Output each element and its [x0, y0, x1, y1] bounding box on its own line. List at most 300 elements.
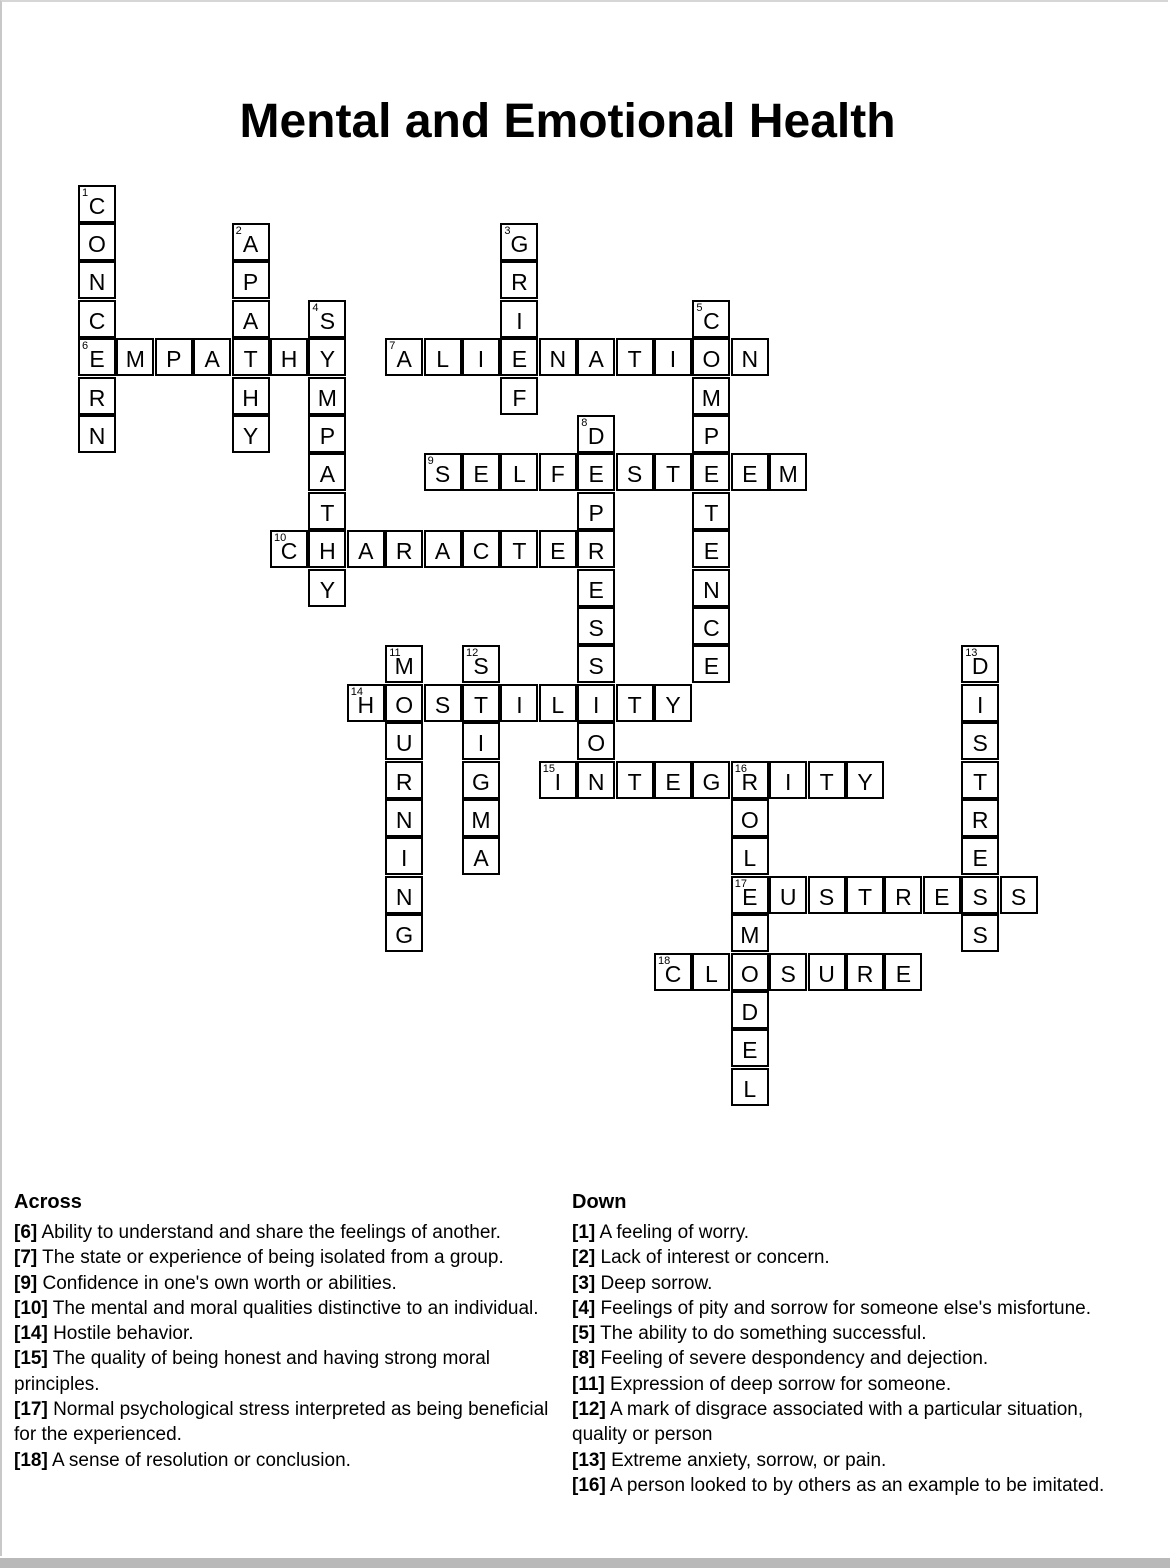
grid-cell[interactable]	[424, 338, 462, 376]
cell-letter: S	[972, 730, 988, 757]
cell-letter: H	[357, 691, 375, 718]
grid-cell[interactable]	[232, 415, 270, 453]
cell-letter: R	[88, 384, 106, 411]
grid-cell[interactable]	[577, 761, 615, 799]
grid-cell[interactable]	[462, 761, 500, 799]
cell-letter: H	[319, 538, 336, 565]
grid-cell[interactable]	[424, 453, 462, 491]
grid-cell[interactable]	[731, 837, 769, 875]
grid-cell[interactable]	[577, 684, 615, 722]
grid-cell[interactable]	[769, 761, 807, 799]
grid-cell[interactable]	[385, 530, 423, 568]
grid-cell[interactable]	[347, 530, 385, 568]
grid-cell[interactable]	[539, 453, 577, 491]
grid-cell[interactable]	[961, 722, 999, 760]
clue-number: 1	[82, 186, 89, 199]
cell-letter: I	[669, 346, 677, 373]
cell-letter: S	[1010, 883, 1027, 910]
grid-cell[interactable]	[385, 338, 423, 376]
grid-cell[interactable]	[577, 492, 615, 530]
cell-letter: M	[740, 922, 760, 949]
cell-letter: G	[510, 230, 529, 257]
clue-item-number: [7]	[14, 1247, 38, 1269]
grid-cell[interactable]	[385, 876, 423, 914]
cell-letter: R	[856, 960, 874, 987]
cell-letter: R	[895, 883, 912, 910]
grid-cell[interactable]	[846, 953, 884, 991]
grid-cell[interactable]	[769, 953, 807, 991]
grid-cell[interactable]	[577, 453, 615, 491]
clue-item-number: [2]	[572, 1247, 596, 1269]
clue-item-number: [18]	[14, 1449, 48, 1471]
cell-letter: N	[88, 269, 106, 296]
clue-number: 11	[389, 647, 401, 660]
clue-item-number: [5]	[572, 1323, 596, 1345]
cell-letter: C	[280, 538, 298, 565]
cell-letter: O	[395, 691, 414, 718]
grid-cell[interactable]	[424, 684, 462, 722]
grid-cell[interactable]	[961, 645, 999, 683]
across-clue-list	[14, 1220, 549, 1473]
grid-cell[interactable]	[961, 761, 999, 799]
grid-cell[interactable]	[385, 684, 423, 722]
grid-cell[interactable]	[577, 569, 615, 607]
cell-letter: Y	[242, 422, 259, 449]
clue-item	[14, 1321, 549, 1346]
grid-cell[interactable]	[961, 799, 999, 837]
clue-item	[572, 1321, 1142, 1346]
grid-cell[interactable]	[462, 722, 500, 760]
cell-letter: Y	[857, 768, 873, 795]
grid-cell[interactable]	[155, 338, 193, 376]
grid-cell[interactable]	[539, 530, 577, 568]
grid-cell[interactable]	[308, 492, 346, 530]
clue-item	[14, 1220, 549, 1245]
cell-letter: A	[396, 346, 412, 373]
cell-letter: R	[587, 538, 605, 565]
clue-item-text: Feeling of severe despondency and dejection.	[595, 1348, 989, 1370]
cell-letter: T	[320, 499, 335, 526]
cell-letter: I	[516, 691, 523, 718]
grid-cell[interactable]	[232, 223, 270, 261]
grid-cell[interactable]	[462, 338, 500, 376]
cell-letter: C	[88, 192, 106, 219]
cell-letter: N	[395, 806, 413, 833]
clue-item-text: A person looked to by others as an example to be imitated.	[605, 1474, 1105, 1496]
clue-item	[572, 1473, 1142, 1498]
grid-cell[interactable]	[692, 377, 730, 415]
grid-cell[interactable]	[692, 338, 730, 376]
grid-cell[interactable]	[1000, 876, 1038, 914]
cell-letter: A	[242, 230, 259, 257]
clue-item	[572, 1448, 1142, 1473]
grid-cell[interactable]	[884, 953, 922, 991]
grid-cell[interactable]	[692, 453, 730, 491]
cell-letter: C	[703, 307, 720, 334]
clue-item	[572, 1397, 1142, 1448]
cell-letter: P	[166, 346, 182, 373]
cell-letter: G	[702, 768, 721, 795]
cell-letter: F	[512, 384, 527, 411]
grid-cell[interactable]	[270, 338, 308, 376]
cell-letter: Y	[319, 346, 336, 373]
grid-cell[interactable]	[500, 300, 538, 338]
grid-cell[interactable]	[385, 837, 423, 875]
cell-letter: I	[400, 845, 408, 872]
grid-cell[interactable]	[193, 338, 231, 376]
clue-item-text: Extreme anxiety, sorrow, or pain.	[605, 1449, 887, 1471]
clue-item-text: A mark of disgrace associated with a particular situation, quality or person	[572, 1399, 1084, 1446]
cell-letter: C	[472, 538, 490, 565]
clue-number: 8	[581, 416, 588, 429]
grid-cell[interactable]	[347, 684, 385, 722]
grid-cell[interactable]	[462, 645, 500, 683]
cell-letter: L	[512, 461, 526, 488]
down-clues	[572, 1190, 1142, 1498]
cell-letter: G	[395, 922, 414, 949]
grid-cell[interactable]	[577, 530, 615, 568]
cell-letter: H	[242, 384, 259, 411]
grid-cell[interactable]	[808, 761, 846, 799]
cell-letter: D	[741, 998, 759, 1025]
grid-cell[interactable]	[232, 338, 270, 376]
clue-item-text: The state or experience of being isolated from a group.	[37, 1247, 504, 1269]
cell-letter: N	[741, 346, 759, 373]
grid-cell[interactable]	[232, 300, 270, 338]
grid-cell[interactable]	[731, 953, 769, 991]
cell-letter: S	[626, 461, 643, 488]
clue-item-text: The ability to do something successful.	[595, 1323, 927, 1345]
grid-cell[interactable]	[232, 261, 270, 299]
cell-letter: L	[743, 845, 757, 872]
cell-letter: T	[857, 883, 873, 910]
grid-cell[interactable]	[500, 261, 538, 299]
grid-cell[interactable]	[692, 761, 730, 799]
grid-cell[interactable]	[884, 876, 922, 914]
clue-item	[14, 1448, 549, 1473]
clue-item	[14, 1296, 549, 1321]
grid-cell[interactable]	[692, 415, 730, 453]
cell-letter: A	[204, 346, 220, 373]
clue-number: 12	[466, 647, 479, 660]
grid-cell[interactable]	[308, 530, 346, 568]
cell-letter: E	[742, 883, 758, 910]
grid-cell[interactable]	[731, 1068, 769, 1106]
grid-cell[interactable]	[731, 914, 769, 952]
clue-number: 15	[542, 762, 556, 775]
cell-letter: Y	[665, 691, 681, 718]
cell-letter: O	[740, 960, 759, 987]
clue-item-text: Normal psychological stress interpreted as being beneficial for the experienced.	[14, 1399, 549, 1446]
grid-cell[interactable]	[731, 799, 769, 837]
clue-item-number: [6]	[14, 1222, 38, 1243]
grid-cell[interactable]	[308, 338, 346, 376]
clue-item	[572, 1346, 1142, 1371]
cell-letter: P	[242, 269, 259, 296]
clue-item-number: [9]	[14, 1272, 38, 1294]
cell-letter: I	[592, 691, 600, 718]
grid-cell[interactable]	[78, 338, 116, 376]
grid-cell[interactable]	[731, 876, 769, 914]
cell-letter: C	[664, 960, 682, 987]
grid-cell[interactable]	[961, 876, 999, 914]
cell-letter: S	[818, 883, 835, 910]
grid-cell[interactable]	[78, 415, 116, 453]
grid-cell[interactable]	[961, 837, 999, 875]
grid-cell[interactable]	[78, 261, 116, 299]
clue-item	[572, 1296, 1142, 1321]
cell-letter: I	[554, 768, 561, 795]
grid-cell[interactable]	[500, 453, 538, 491]
cell-letter: A	[588, 346, 604, 373]
cell-letter: E	[665, 768, 681, 795]
grid-cell[interactable]	[616, 338, 654, 376]
cell-letter: O	[88, 230, 106, 257]
clue-item-number: [4]	[572, 1297, 596, 1319]
grid-cell[interactable]	[961, 684, 999, 722]
cell-letter: D	[587, 422, 605, 449]
grid-cell[interactable]	[846, 876, 884, 914]
cell-letter: S	[588, 653, 604, 680]
clue-item-text: The quality of being honest and having strong moral principles.	[14, 1348, 491, 1395]
cell-letter: C	[703, 614, 720, 641]
cell-letter: T	[973, 768, 988, 795]
grid-cell[interactable]	[539, 338, 577, 376]
clue-item-text: A feeling of worry.	[595, 1222, 750, 1243]
grid-cell[interactable]	[654, 453, 692, 491]
clue-number: 2	[235, 224, 242, 237]
down-clue-list	[572, 1220, 1142, 1498]
cell-letter: I	[784, 768, 792, 795]
cell-letter: S	[434, 691, 451, 718]
cell-letter: R	[741, 768, 759, 795]
cell-letter: E	[742, 461, 758, 488]
cell-letter: S	[588, 614, 604, 641]
grid-cell[interactable]	[462, 684, 500, 722]
grid-cell[interactable]	[385, 645, 423, 683]
cell-letter: N	[703, 576, 720, 603]
grid-cell[interactable]	[500, 684, 538, 722]
cell-letter: E	[703, 461, 720, 488]
grid-cell[interactable]	[731, 338, 769, 376]
clue-number: 16	[734, 762, 748, 775]
grid-cell[interactable]	[654, 761, 692, 799]
grid-cell[interactable]	[500, 223, 538, 261]
grid-cell[interactable]	[462, 453, 500, 491]
cell-letter: T	[473, 691, 489, 718]
clue-item-number: [12]	[572, 1399, 606, 1421]
cell-letter: E	[703, 538, 720, 565]
grid-cell[interactable]	[500, 530, 538, 568]
clue-number: 9	[427, 455, 434, 468]
cell-letter: A	[473, 845, 489, 872]
cell-letter: A	[242, 307, 259, 334]
grid-cell[interactable]	[539, 684, 577, 722]
grid-cell[interactable]	[731, 1029, 769, 1067]
cell-letter: E	[473, 461, 489, 488]
page-title: Mental and Emotional Health	[239, 95, 896, 149]
cell-letter: P	[588, 499, 604, 526]
grid-cell[interactable]	[308, 377, 346, 415]
clue-number: 4	[312, 301, 319, 314]
clue-item	[14, 1397, 549, 1448]
clue-item-text: Hostile behavior.	[47, 1323, 194, 1345]
grid-cell[interactable]	[424, 530, 462, 568]
cell-letter: L	[704, 960, 718, 987]
grid-cell[interactable]	[654, 684, 692, 722]
cell-letter: T	[243, 346, 258, 373]
grid-cell[interactable]	[692, 607, 730, 645]
grid-cell[interactable]	[308, 415, 346, 453]
bottom-bar	[0, 1558, 1170, 1568]
grid-cell[interactable]	[731, 991, 769, 1029]
cell-letter: N	[549, 346, 567, 373]
clue-number: 10	[274, 532, 287, 545]
cell-letter: O	[702, 346, 721, 373]
grid-cell[interactable]	[692, 953, 730, 991]
clue-item-number: [3]	[572, 1272, 596, 1294]
grid-cell[interactable]	[462, 530, 500, 568]
grid-cell[interactable]	[769, 876, 807, 914]
grid-cell[interactable]	[462, 799, 500, 837]
cell-letter: P	[703, 422, 720, 449]
grid-cell[interactable]	[500, 377, 538, 415]
grid-cell[interactable]	[616, 453, 654, 491]
grid-cell[interactable]	[769, 453, 807, 491]
clue-item-number: [14]	[14, 1323, 48, 1345]
clue-item-number: [11]	[572, 1373, 605, 1395]
cell-letter: S	[434, 461, 451, 488]
clue-number: 3	[504, 224, 511, 237]
grid-cell[interactable]	[116, 338, 154, 376]
clue-number: 6	[82, 340, 89, 353]
clue-item-text: Ability to understand and share the feelings of another.	[37, 1222, 501, 1243]
cell-letter: M	[125, 346, 145, 373]
grid-cell[interactable]	[654, 953, 692, 991]
grid-cell[interactable]	[577, 722, 615, 760]
cell-letter: E	[550, 538, 566, 565]
grid-cell[interactable]	[808, 953, 846, 991]
grid-cell[interactable]	[577, 607, 615, 645]
cell-letter: D	[971, 653, 989, 680]
grid-cell[interactable]	[846, 761, 884, 799]
grid-cell[interactable]	[654, 338, 692, 376]
grid-cell[interactable]	[78, 185, 116, 223]
grid-cell[interactable]	[577, 415, 615, 453]
cell-letter: T	[704, 499, 719, 526]
grid-cell[interactable]	[385, 761, 423, 799]
cell-letter: I	[976, 691, 984, 718]
cell-letter: E	[588, 576, 604, 603]
cell-letter: H	[280, 346, 298, 373]
grid-cell[interactable]	[78, 377, 116, 415]
grid-cell[interactable]	[308, 453, 346, 491]
grid-cell[interactable]	[616, 684, 654, 722]
cell-letter: L	[551, 691, 565, 718]
down-heading: Down	[572, 1191, 627, 1213]
grid-cell[interactable]	[308, 569, 346, 607]
grid-cell[interactable]	[731, 761, 769, 799]
grid-cell[interactable]	[270, 530, 308, 568]
grid-cell[interactable]	[692, 300, 730, 338]
cell-letter: O	[587, 730, 606, 757]
clue-item	[14, 1346, 549, 1397]
grid-cell[interactable]	[78, 300, 116, 338]
cell-letter: R	[395, 768, 413, 795]
clue-item	[572, 1372, 1142, 1397]
cell-letter: M	[471, 806, 491, 833]
cell-letter: O	[740, 806, 759, 833]
grid-cell[interactable]	[808, 876, 846, 914]
grid-cell[interactable]	[692, 492, 730, 530]
clue-item-text: Expression of deep sorrow for someone.	[604, 1373, 952, 1395]
cell-letter: T	[819, 768, 834, 795]
grid-cell[interactable]	[692, 645, 730, 683]
clue-item-text: Confidence in one's own worth or abilities.	[37, 1272, 397, 1294]
grid-cell[interactable]	[692, 569, 730, 607]
cell-letter: L	[436, 346, 449, 373]
clue-item-text: A sense of resolution or conclusion.	[47, 1449, 351, 1471]
grid-cell[interactable]	[385, 914, 423, 952]
clue-item-number: [1]	[572, 1222, 596, 1243]
clue-number: 18	[658, 954, 671, 967]
cell-letter: A	[319, 461, 336, 488]
grid-cell[interactable]	[731, 453, 769, 491]
cell-letter: E	[588, 461, 604, 488]
grid-cell[interactable]	[616, 761, 654, 799]
clue-item-text: Feelings of pity and sorrow for someone else's misfortune.	[595, 1297, 1091, 1319]
clue-number: 5	[696, 301, 703, 314]
grid-cell[interactable]	[539, 761, 577, 799]
grid-cell[interactable]	[923, 876, 961, 914]
cell-letter: R	[511, 269, 528, 296]
clue-number: 17	[734, 877, 748, 890]
cell-letter: T	[627, 691, 642, 718]
cell-letter: E	[972, 845, 988, 872]
cell-letter: N	[395, 883, 413, 910]
cell-letter: F	[550, 461, 565, 488]
grid-cell[interactable]	[78, 223, 116, 261]
clue-item-text: Lack of interest or concern.	[595, 1247, 830, 1269]
grid-cell[interactable]	[577, 338, 615, 376]
clue-item	[572, 1220, 1142, 1245]
cell-letter: A	[358, 538, 374, 565]
grid-cell[interactable]	[692, 530, 730, 568]
cell-letter: T	[512, 538, 527, 565]
cell-letter: A	[434, 538, 451, 565]
clue-item-number: [10]	[14, 1297, 48, 1319]
clue-item	[572, 1271, 1142, 1296]
grid-cell[interactable]	[385, 722, 423, 760]
grid-cell[interactable]	[462, 837, 500, 875]
cell-letter: U	[818, 960, 835, 987]
grid-cell[interactable]	[961, 914, 999, 952]
cell-letter: I	[477, 346, 485, 373]
cell-letter: S	[319, 307, 336, 334]
clue-item	[572, 1245, 1142, 1270]
cell-letter: M	[778, 461, 798, 488]
grid-cell[interactable]	[577, 645, 615, 683]
grid-cell[interactable]	[385, 799, 423, 837]
grid-cell[interactable]	[308, 300, 346, 338]
clue-item-number: [15]	[14, 1348, 48, 1370]
cell-letter: U	[395, 730, 413, 757]
grid-cell[interactable]	[232, 377, 270, 415]
cell-letter: E	[742, 1037, 758, 1064]
clue-number: 13	[965, 647, 978, 660]
grid-cell[interactable]	[500, 338, 538, 376]
cell-letter: G	[472, 768, 490, 795]
